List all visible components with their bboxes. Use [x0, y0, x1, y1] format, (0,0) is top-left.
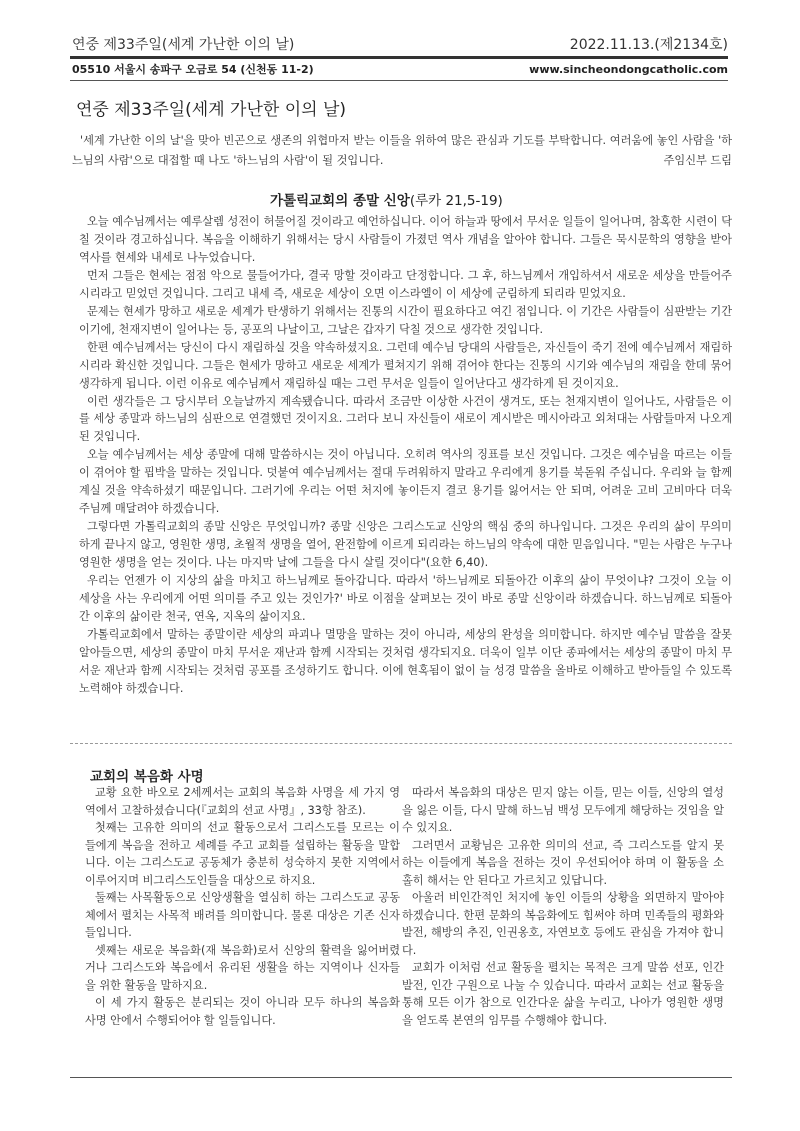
right-column: [402, 784, 724, 1029]
parish-address: 05510 서울시 송파구 오금로 54 (신천동 11-2): [72, 63, 314, 76]
paragraph: 가톨릭교회에서 말하는 종말이란 세상의 파괴나 멸망을 말하는 것이 아니라, 세상의 완성을 의미합니다. 하지만 예수님 말씀을 잘못 알아들으면, 세상의 종말이 마치 무서운 재난과 함께 시작되는 것처럼 생각되지요. 더욱이 일부 이단 종파에서는 세상의 종말이 마치 무서운 재난과 함께 시작되는 것처럼 공포를 조성하기도 합니다. 이에 현혹됨이 없이 늘 성경 말씀을 올바로 이해하고 받아들일 수 있도록 노력해야 하겠습니다.: [79, 627, 732, 695]
intro-text: '세계 가난한 이의 날'을 맞아 빈곤으로 생존의 위협마저 받는 이들을 위하여 많은 관심과 기도를 부탁합니다. 여러움에 놓인 사람을 '하느님의 사람'으로 대접할 때 나도 '하느님의 사람'이 될 것입니다.: [72, 134, 732, 167]
masthead-rule: [70, 56, 728, 59]
section-title-evangelization: 교회의 복음화 사명: [90, 769, 204, 785]
page-title: 연중 제33주일(세계 가난한 이의 날): [76, 100, 346, 120]
masthead: [72, 32, 728, 54]
intro-signature: 주임신부 드림: [663, 154, 732, 167]
section-title-eschatology: [270, 189, 503, 209]
paragraph: 둘째는 사목활동으로 신앙생활을 열심히 하는 그리스도교 공동체에서 펼치는 사목적 배려를 의미합니다. 물론 대상은 기존 신자들입니다.: [85, 891, 400, 939]
left-column: [85, 784, 400, 1029]
address-bar: [72, 60, 728, 78]
issue-date: 2022.11.13.(제2134호): [569, 37, 728, 53]
paragraph: 한편 예수님께서는 당신이 다시 재림하실 것을 약속하셨지요. 그런데 예수님 당대의 사람들은, 자신들이 죽기 전에 예수님께서 재림하시리라 확신한 것입니다. 그들은 현세가 망하고 새로운 세계가 펼쳐지기 위해 겪어야 한다는 진통의 시기와 예수님의 재림을 한데 묶어 생각하게 됩니다. 이런 이유로 예수님께서 재림하실 때는 그런 무서운 일들이 일어난다고 생각하게 된 것이지요.: [79, 340, 732, 390]
footer-rule: [70, 1077, 732, 1078]
paragraph: 우리는 언젠가 이 지상의 삶을 마치고 하느님께로 돌아갑니다. 따라서 '하느님께로 되돌아간 이후의 삶이 무엇이냐? 그것이 오늘 이 세상을 사는 우리에게 어떤 의미를 주고 있는 것인가?' 바로 이점을 살펴보는 것이 바로 종말 신앙이라 하겠습니다. 하느님께로 되돌아간 이후의 삶이란 천국, 연옥, 지옥의 삶이지요.: [79, 574, 732, 623]
paragraph: 첫째는 고유한 의미의 선교 활동으로서 그리스도를 모르는 이들에게 복음을 전하고 세례를 주고 교회를 설립하는 활동을 말합니다. 이는 그리스도교 공동체가 충분히 성숙하지 못한 지역에서 이루어지며 비그리스도인들을 대상으로 하지요.: [85, 821, 400, 887]
section-body-eschatology: [79, 213, 732, 698]
paragraph: 따라서 복음화의 대상은 믿지 않는 이들, 믿는 이들, 신앙의 열성을 잃은 이들, 다시 말해 하느님 백성 모두에게 해당하는 것임을 알 수 있지요.: [402, 786, 724, 834]
paragraph: 교황 요한 바오로 2세께서는 교회의 복음화 사명을 세 가지 영역에서 고찰하셨습니다(『교회의 선교 사명』, 33항 참조).: [85, 786, 400, 817]
address-rule: [70, 80, 728, 81]
parish-website: www.sincheondongcatholic.com: [529, 62, 728, 76]
masthead-title: 연중 제33주일(세계 가난한 이의 날): [72, 37, 295, 53]
paragraph: 그러면서 교황님은 고유한 의미의 선교, 즉 그리스도를 알지 못하는 이들에게 복음을 전하는 것이 우선되어야 하며 이 활동을 소홀히 해서는 안 된다고 가르치고 있답니다.: [402, 838, 724, 887]
paragraph: 아울러 비인간적인 처지에 놓인 이들의 상황을 외면하지 말아야 하겠습니다. 한편 문화의 복음화에도 힘써야 하며 민족들의 평화와 발전, 해방의 추진, 인권옹호, 자연보호 등에도 관심을 가져야 합니다.: [402, 891, 724, 957]
scripture-reference: (루카 21,5-19): [409, 193, 503, 209]
paragraph: 오늘 예수님께서는 예루살렘 성전이 허물어질 것이라고 예언하십니다. 이어 하늘과 땅에서 무서운 일들이 일어나며, 참혹한 시련이 닥칠 것이라 경고하십니다. 복음을 이해하기 위해서는 당시 사람들이 가졌던 역사 개념을 알아야 합니다. 그들은 묵시문학의 영향을 받아 역사를 현세와 내세로 나누었습니다.: [79, 215, 732, 264]
section-divider: [70, 743, 732, 744]
paragraph: 오늘 예수님께서는 세상 종말에 대해 말씀하시는 것이 아닙니다. 오히려 역사의 징표를 보신 것입니다. 그것은 예수님을 따르는 이들이 겪어야 할 핍박을 말하는 것입니다. 덧붙여 예수님께서는 절대 두려워하지 말라고 우리에게 용기를 북돋워 주십니다. 우리와 늘 함께 계실 것을 약속하셨기 때문입니다. 그러기에 우리는 어떤 처지에 놓이든지 결코 용기를 잃어서는 안 되며, 어려운 고비 고비마다 더욱 주님께 매달려야 하겠습니다.: [79, 448, 732, 516]
paragraph: 먼저 그들은 현세는 점점 악으로 물들어가다, 결국 망할 것이라고 단정합니다. 그 후, 하느님께서 개입하셔서 새로운 세상을 만들어주시리라고 믿었던 것입니다. 그리고 내세 즉, 새로운 세상이 오면 이스라엘이 이 세상에 군림하게 되리라 믿었지요.: [79, 268, 732, 300]
paragraph: 문제는 현세가 망하고 새로운 세계가 탄생하기 위해서는 진통의 시간이 필요하다고 여긴 점입니다. 이 기간은 사람들이 심판받는 기간이기에, 천재지변이 일어나는 등, 공포의 나날이고, 그날은 갑자기 닥칠 것으로 생각한 것입니다.: [79, 304, 732, 336]
intro-message: [72, 131, 732, 171]
section-title-text: 가톨릭교회의 종말 신앙: [270, 193, 410, 209]
paragraph: 셋째는 새로운 복음화(재 복음화)로서 신앙의 활력을 잃어버렸거나 그리스도와 복음에서 유리된 생활을 하는 지역이나 신자들을 위한 활동을 말하지요.: [85, 943, 400, 992]
paragraph: 이런 생각들은 그 당시부터 오늘날까지 계속됐습니다. 따라서 조금만 이상한 사건이 생겨도, 또는 천재지변이 일어나도, 사람들은 이를 세상 종말과 하느님의 심판으로 연결했던 것이지요. 그러다 보니 자신들이 새로이 계시받은 메시아라고 외쳐대는 사람들마저 나오게 된 것입니다.: [79, 394, 732, 444]
paragraph: 이 세 가지 활동은 분리되는 것이 아니라 모두 하나의 복음화 사명 안에서 수행되어야 할 일들입니다.: [85, 996, 400, 1027]
paragraph: 교회가 이처럼 선교 활동을 펼치는 목적은 크게 말씀 선포, 인간 발전, 인간 구원으로 나눌 수 있습니다. 따라서 교회는 선교 활동을 통해 모든 이가 참으로 인간다운 삶을 누리고, 나아가 영원한 생명을 얻도록 본연의 임무를 수행해야 합니다.: [402, 961, 724, 1027]
paragraph: 그렇다면 가톨릭교회의 종말 신앙은 무엇입니까? 종말 신앙은 그리스도교 신앙의 핵심 중의 하나입니다. 그것은 우리의 삶이 무의미하게 끝나지 않고, 영원한 생명, 초월적 생명을 열어, 완전함에 이르게 되리라는 하느님의 약속에 대한 믿음입니다. "믿는 사람은 누구나 영원한 생명을 얻는 것이다. 나는 마지막 날에 그들을 다시 살릴 것이다"(요한 6,40).: [79, 520, 732, 570]
